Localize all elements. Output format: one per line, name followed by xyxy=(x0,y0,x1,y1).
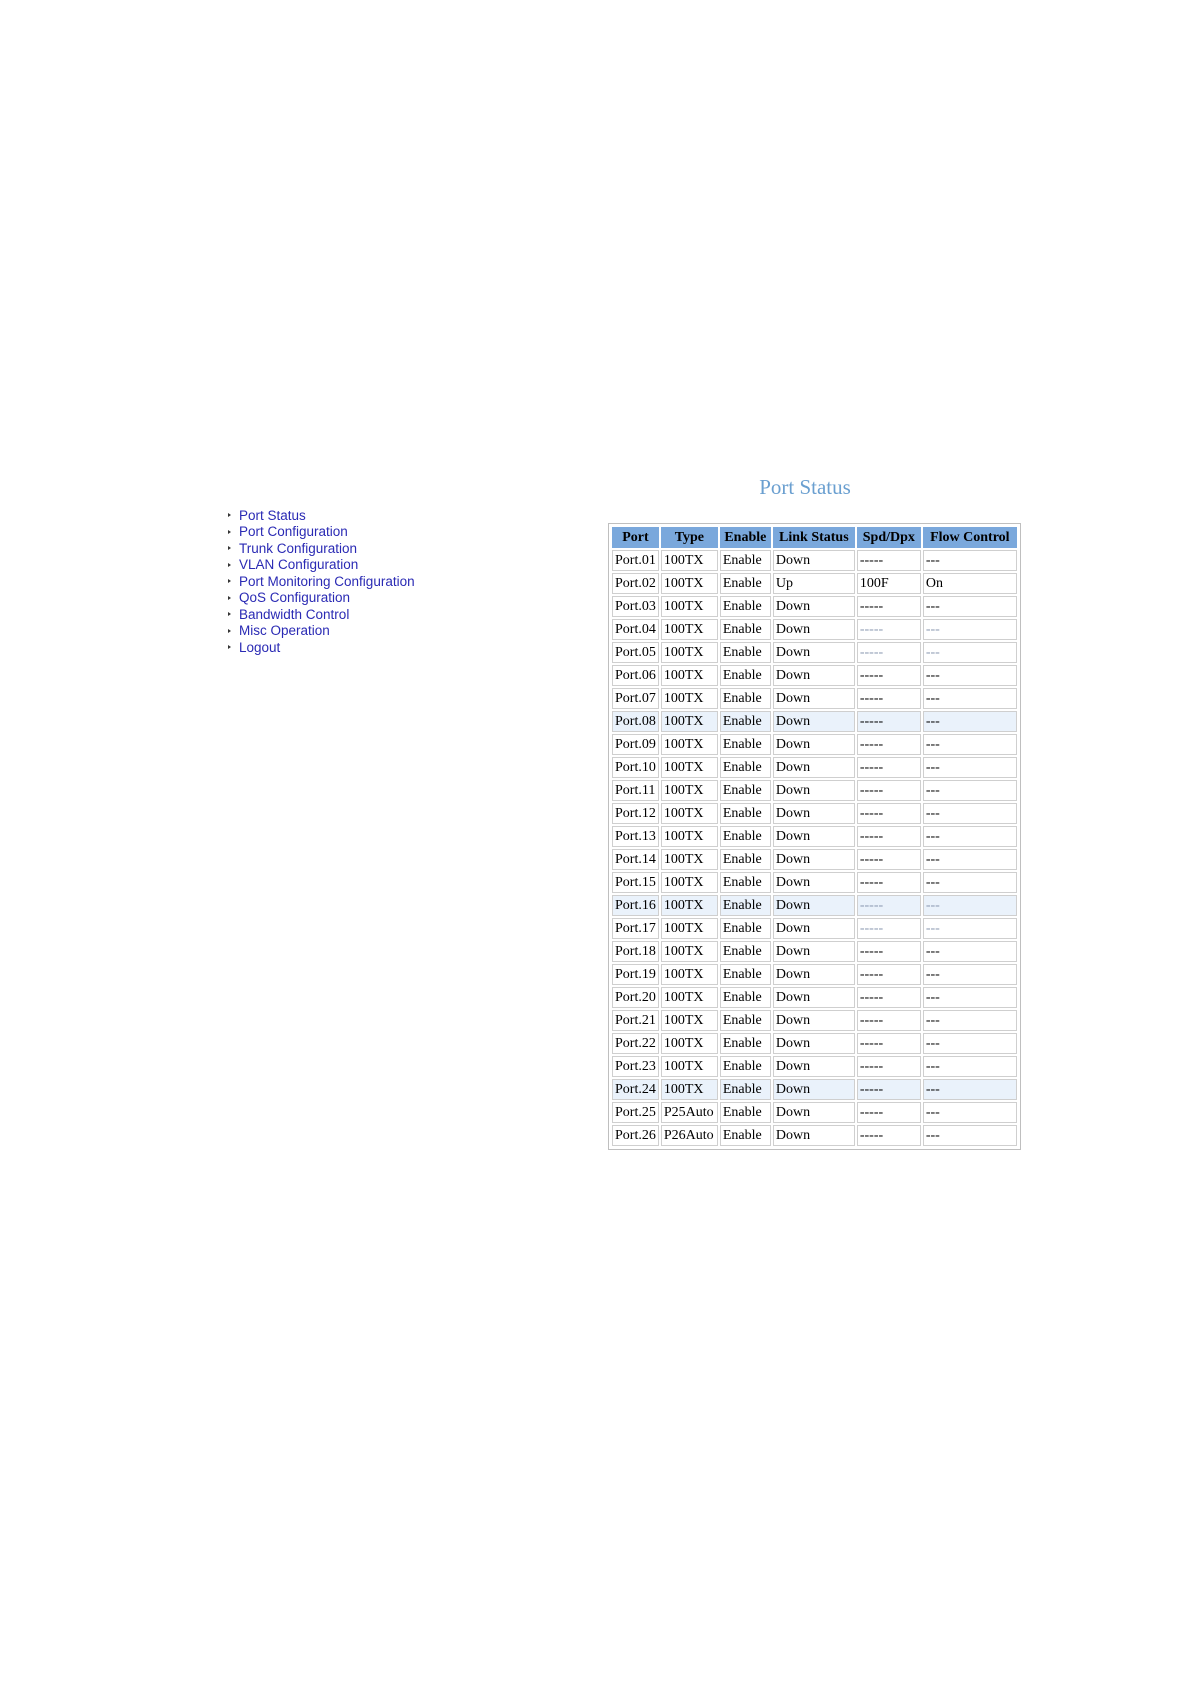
table-cell: Up xyxy=(773,573,855,594)
table-cell: Port.11 xyxy=(612,780,659,801)
bullet-arrow-icon xyxy=(228,612,231,616)
table-cell: ----- xyxy=(857,803,921,824)
nav-item-label[interactable]: Port Configuration xyxy=(239,524,348,540)
table-cell: Down xyxy=(773,895,855,916)
table-cell: 100TX xyxy=(661,1056,718,1077)
table-header xyxy=(612,527,1017,548)
table-cell: 100TX xyxy=(661,1079,718,1100)
table-row xyxy=(612,1056,1017,1077)
table-cell: ----- xyxy=(857,550,921,571)
column-header: Enable xyxy=(720,527,771,548)
table-cell: ----- xyxy=(857,918,921,939)
table-cell: 100TX xyxy=(661,757,718,778)
nav-item-bandwidth-control[interactable] xyxy=(228,606,488,623)
table-cell: Port.02 xyxy=(612,573,659,594)
table-cell: 100TX xyxy=(661,918,718,939)
table-cell: Down xyxy=(773,642,855,663)
table-cell: Down xyxy=(773,688,855,709)
table-cell: Down xyxy=(773,780,855,801)
table-cell: ----- xyxy=(857,895,921,916)
table-cell: Port.17 xyxy=(612,918,659,939)
table-row xyxy=(612,757,1017,778)
table-cell: ----- xyxy=(857,596,921,617)
table-cell: 100TX xyxy=(661,872,718,893)
table-cell: --- xyxy=(923,1102,1017,1123)
table-cell: Down xyxy=(773,596,855,617)
table-row xyxy=(612,573,1017,594)
nav-item-logout[interactable] xyxy=(228,639,488,656)
table-cell: ----- xyxy=(857,1010,921,1031)
nav-item-qos-configuration[interactable] xyxy=(228,590,488,607)
table-cell: ----- xyxy=(857,757,921,778)
table-cell: 100TX xyxy=(661,711,718,732)
table-cell: ----- xyxy=(857,964,921,985)
table-cell: Down xyxy=(773,1102,855,1123)
table-cell: Down xyxy=(773,918,855,939)
table-cell: Port.10 xyxy=(612,757,659,778)
nav-item-label[interactable]: Bandwidth Control xyxy=(239,606,350,622)
table-cell: 100TX xyxy=(661,550,718,571)
table-cell: Port.21 xyxy=(612,1010,659,1031)
table-cell: Down xyxy=(773,826,855,847)
nav-item-label[interactable]: QoS Configuration xyxy=(239,590,351,606)
table-cell: Enable xyxy=(720,1079,771,1100)
table-row xyxy=(612,964,1017,985)
table-cell: Enable xyxy=(720,918,771,939)
nav-item-label[interactable]: VLAN Configuration xyxy=(239,557,359,573)
table-cell: 100TX xyxy=(661,642,718,663)
table-cell: Down xyxy=(773,987,855,1008)
table-cell: 100TX xyxy=(661,826,718,847)
table-cell: Enable xyxy=(720,1033,771,1054)
nav-item-trunk-configuration[interactable] xyxy=(228,540,488,557)
nav-item-label[interactable]: Logout xyxy=(239,639,281,655)
table-cell: 100F xyxy=(857,573,921,594)
nav-item-port-monitoring-configuration[interactable] xyxy=(228,573,488,590)
table-cell: ----- xyxy=(857,987,921,1008)
table-row xyxy=(612,987,1017,1008)
table-cell: Enable xyxy=(720,550,771,571)
table-row xyxy=(612,665,1017,686)
table-cell: Down xyxy=(773,803,855,824)
table-cell: Down xyxy=(773,757,855,778)
table-row xyxy=(612,1033,1017,1054)
table-row xyxy=(612,826,1017,847)
table-cell: --- xyxy=(923,596,1017,617)
nav-item-vlan-configuration[interactable] xyxy=(228,557,488,574)
table-cell: Port.01 xyxy=(612,550,659,571)
table-cell: 100TX xyxy=(661,895,718,916)
table-cell: Enable xyxy=(720,665,771,686)
table-cell: ----- xyxy=(857,619,921,640)
table-cell: Port.03 xyxy=(612,596,659,617)
table-cell: Port.08 xyxy=(612,711,659,732)
table-cell: ----- xyxy=(857,642,921,663)
table-row xyxy=(612,711,1017,732)
table-cell: --- xyxy=(923,619,1017,640)
table-cell: --- xyxy=(923,849,1017,870)
table-body xyxy=(612,550,1017,1146)
table-row xyxy=(612,849,1017,870)
table-cell: 100TX xyxy=(661,734,718,755)
table-cell: Down xyxy=(773,941,855,962)
bullet-arrow-icon xyxy=(228,530,231,534)
table-cell: P25Auto xyxy=(661,1102,718,1123)
table-cell: Enable xyxy=(720,895,771,916)
nav-item-label[interactable]: Trunk Configuration xyxy=(239,540,358,556)
table-cell: Enable xyxy=(720,964,771,985)
nav-item-label[interactable]: Misc Operation xyxy=(239,623,330,639)
table-cell: --- xyxy=(923,734,1017,755)
table-cell: 100TX xyxy=(661,987,718,1008)
table-cell: Down xyxy=(773,849,855,870)
table-cell: Enable xyxy=(720,803,771,824)
table-cell: 100TX xyxy=(661,964,718,985)
table-cell: Enable xyxy=(720,642,771,663)
nav-item-port-status[interactable] xyxy=(228,507,488,524)
table-cell: --- xyxy=(923,711,1017,732)
table-row xyxy=(612,596,1017,617)
bullet-arrow-icon xyxy=(228,563,231,567)
table-cell: ----- xyxy=(857,1102,921,1123)
table-cell: Port.14 xyxy=(612,849,659,870)
table-cell: 100TX xyxy=(661,1010,718,1031)
table-cell: Enable xyxy=(720,872,771,893)
table-row xyxy=(612,1079,1017,1100)
table-cell: ----- xyxy=(857,1033,921,1054)
table-cell: --- xyxy=(923,826,1017,847)
table-cell: ----- xyxy=(857,711,921,732)
table-cell: --- xyxy=(923,964,1017,985)
table-cell: Enable xyxy=(720,987,771,1008)
table-cell: Enable xyxy=(720,1125,771,1146)
column-header: Port xyxy=(612,527,659,548)
table-cell: ----- xyxy=(857,734,921,755)
table-cell: Port.24 xyxy=(612,1079,659,1100)
nav-item-port-configuration[interactable] xyxy=(228,524,488,541)
table-cell: 100TX xyxy=(661,619,718,640)
nav-item-label[interactable]: Port Monitoring Configuration xyxy=(239,573,415,589)
table-row xyxy=(612,780,1017,801)
page-title: Port Status xyxy=(759,475,851,499)
table-cell: Enable xyxy=(720,688,771,709)
table-cell: Port.09 xyxy=(612,734,659,755)
table-row xyxy=(612,1125,1017,1146)
table-cell: Down xyxy=(773,1010,855,1031)
table-cell: ----- xyxy=(857,1125,921,1146)
table-cell: ----- xyxy=(857,780,921,801)
table-cell: 100TX xyxy=(661,780,718,801)
table-cell: Down xyxy=(773,734,855,755)
table-cell: --- xyxy=(923,872,1017,893)
table-row xyxy=(612,941,1017,962)
table-cell: Down xyxy=(773,1056,855,1077)
table-row xyxy=(612,1102,1017,1123)
table-cell: Enable xyxy=(720,573,771,594)
table-cell: Port.07 xyxy=(612,688,659,709)
table-header-row xyxy=(612,527,1017,548)
table-cell: ----- xyxy=(857,688,921,709)
table-cell: --- xyxy=(923,688,1017,709)
table-cell: --- xyxy=(923,1125,1017,1146)
table-cell: Port.15 xyxy=(612,872,659,893)
column-header: Flow Control xyxy=(923,527,1017,548)
column-header: Link Status xyxy=(773,527,855,548)
bullet-arrow-icon xyxy=(228,645,231,649)
table-row xyxy=(612,872,1017,893)
table-cell: Down xyxy=(773,550,855,571)
table-cell: --- xyxy=(923,757,1017,778)
table-cell: Enable xyxy=(720,757,771,778)
table-cell: Down xyxy=(773,872,855,893)
bullet-arrow-icon xyxy=(228,579,231,583)
table-cell: Port.26 xyxy=(612,1125,659,1146)
table-cell: --- xyxy=(923,550,1017,571)
nav-item-label[interactable]: Port Status xyxy=(239,507,306,523)
table-row xyxy=(612,1010,1017,1031)
table-cell: Port.05 xyxy=(612,642,659,663)
table-row xyxy=(612,688,1017,709)
table-cell: 100TX xyxy=(661,849,718,870)
table-cell: Enable xyxy=(720,849,771,870)
table-cell: --- xyxy=(923,987,1017,1008)
table-cell: --- xyxy=(923,1010,1017,1031)
bullet-arrow-icon xyxy=(228,513,231,517)
port-status-table xyxy=(610,525,1019,1148)
table-cell: Port.12 xyxy=(612,803,659,824)
table-cell: Port.25 xyxy=(612,1102,659,1123)
nav-item-misc-operation[interactable] xyxy=(228,623,488,640)
table-cell: Port.04 xyxy=(612,619,659,640)
table-cell: Port.16 xyxy=(612,895,659,916)
table-cell: On xyxy=(923,573,1017,594)
table-row xyxy=(612,642,1017,663)
table-cell: Enable xyxy=(720,826,771,847)
table-cell: Enable xyxy=(720,1010,771,1031)
bullet-arrow-icon xyxy=(228,629,231,633)
table-cell: Enable xyxy=(720,619,771,640)
table-cell: ----- xyxy=(857,941,921,962)
table-row xyxy=(612,619,1017,640)
table-row xyxy=(612,803,1017,824)
table-cell: 100TX xyxy=(661,803,718,824)
table-cell: P26Auto xyxy=(661,1125,718,1146)
table-cell: --- xyxy=(923,1079,1017,1100)
table-cell: 100TX xyxy=(661,1033,718,1054)
bullet-arrow-icon xyxy=(228,596,231,600)
table-cell: --- xyxy=(923,918,1017,939)
sidebar-nav xyxy=(228,507,488,656)
column-header: Type xyxy=(661,527,718,548)
table-cell: Enable xyxy=(720,941,771,962)
table-row xyxy=(612,550,1017,571)
port-status-table-container xyxy=(608,523,1021,1150)
table-cell: Enable xyxy=(720,780,771,801)
table-cell: 100TX xyxy=(661,688,718,709)
table-cell: ----- xyxy=(857,849,921,870)
table-cell: Down xyxy=(773,619,855,640)
table-cell: ----- xyxy=(857,872,921,893)
table-cell: Port.23 xyxy=(612,1056,659,1077)
table-cell: --- xyxy=(923,665,1017,686)
table-cell: 100TX xyxy=(661,573,718,594)
table-cell: 100TX xyxy=(661,941,718,962)
table-cell: --- xyxy=(923,941,1017,962)
bullet-arrow-icon xyxy=(228,546,231,550)
table-cell: --- xyxy=(923,780,1017,801)
table-cell: Port.06 xyxy=(612,665,659,686)
table-cell: Enable xyxy=(720,596,771,617)
table-cell: Port.13 xyxy=(612,826,659,847)
table-cell: --- xyxy=(923,803,1017,824)
table-cell: Down xyxy=(773,1125,855,1146)
table-cell: 100TX xyxy=(661,596,718,617)
table-cell: Down xyxy=(773,711,855,732)
table-cell: Port.22 xyxy=(612,1033,659,1054)
table-cell: Enable xyxy=(720,711,771,732)
table-cell: Enable xyxy=(720,734,771,755)
table-cell: Down xyxy=(773,1033,855,1054)
table-cell: ----- xyxy=(857,1079,921,1100)
table-cell: Port.19 xyxy=(612,964,659,985)
table-cell: ----- xyxy=(857,1056,921,1077)
table-cell: --- xyxy=(923,895,1017,916)
table-cell: Enable xyxy=(720,1102,771,1123)
table-cell: ----- xyxy=(857,826,921,847)
table-cell: Port.20 xyxy=(612,987,659,1008)
table-cell: 100TX xyxy=(661,665,718,686)
table-row xyxy=(612,734,1017,755)
column-header: Spd/Dpx xyxy=(857,527,921,548)
table-cell: Down xyxy=(773,665,855,686)
table-row xyxy=(612,895,1017,916)
table-cell: ----- xyxy=(857,665,921,686)
table-row xyxy=(612,918,1017,939)
table-cell: Down xyxy=(773,964,855,985)
table-cell: --- xyxy=(923,1033,1017,1054)
table-cell: Down xyxy=(773,1079,855,1100)
table-cell: --- xyxy=(923,1056,1017,1077)
table-cell: Port.18 xyxy=(612,941,659,962)
table-cell: Enable xyxy=(720,1056,771,1077)
table-cell: --- xyxy=(923,642,1017,663)
